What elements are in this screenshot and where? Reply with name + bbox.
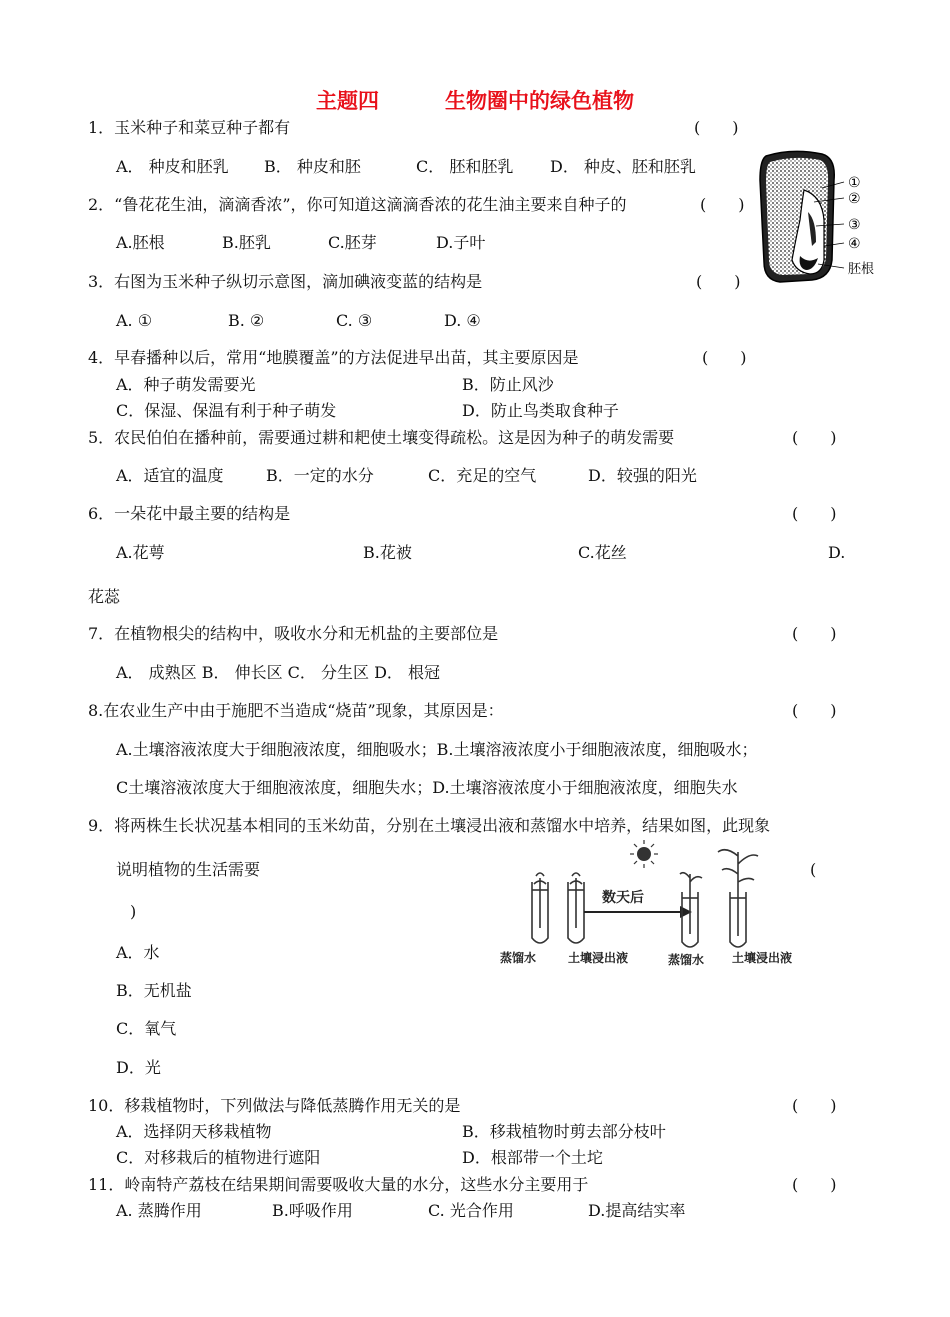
q7-bracket: ( ) (792, 624, 837, 643)
tube-before-soil (568, 873, 584, 943)
q11-option-b: B.呼吸作用 (272, 1201, 353, 1220)
q1-option-a: A． 种皮和胚乳 (116, 157, 229, 176)
q4-option-d: D．防止鸟类取食种子 (462, 401, 619, 420)
q9-stem-continued: 说明植物的生活需要 (116, 860, 261, 879)
title-subject: 生物圈中的绿色植物 (445, 89, 634, 113)
q2-option-d: D.子叶 (436, 233, 486, 252)
title-topic: 主题四 (316, 89, 379, 113)
q3-stem: 3．右图为玉米种子纵切示意图，滴加碘液变蓝的结构是 (88, 272, 483, 291)
seed-label-1: ① (848, 175, 861, 191)
q1-option-c: C． 胚和胚乳 (416, 157, 514, 176)
q4-option-a: A．种子萌发需要光 (116, 375, 256, 394)
tube-label-1: 蒸馏水 (500, 951, 537, 965)
tube-label-3: 蒸馏水 (668, 953, 705, 967)
q6-option-a: A.花萼 (116, 543, 165, 562)
q6-stem: 6．一朵花中最主要的结构是 (88, 504, 291, 523)
q6-option-b: B.花被 (363, 543, 412, 562)
q7-stem: 7．在植物根尖的结构中，吸收水分和无机盐的主要部位是 (88, 624, 499, 643)
q5-bracket: ( ) (792, 428, 837, 447)
q11-option-d: D.提高结实率 (588, 1201, 686, 1220)
q9-bracket-open: ( (810, 860, 817, 879)
q10-bracket: ( ) (792, 1096, 837, 1115)
q8-options-line1: A.土壤溶液浓度大于细胞液浓度，细胞吸水；B.土壤溶液浓度小于细胞液浓度，细胞吸水； (116, 740, 758, 759)
sun-icon (630, 840, 658, 868)
seed-label-4: ④ (848, 236, 861, 252)
q1-bracket: ( ) (694, 118, 739, 137)
tube-before-distilled (532, 873, 548, 943)
q3-option-c: C. ③ (336, 311, 373, 330)
q9-option-d: D．光 (116, 1058, 161, 1077)
q10-option-b: B．移栽植物时剪去部分枝叶 (462, 1122, 666, 1141)
q5-stem: 5．农民伯伯在播种前，需要通过耕和耙使土壤变得疏松。这是因为种子的萌发需要 (88, 428, 675, 447)
q3-option-d: D. ④ (444, 311, 481, 330)
q10-option-d: D．根部带一个土坨 (462, 1148, 603, 1167)
q9-option-c: C．氧气 (116, 1019, 177, 1038)
arrow-days-later (584, 889, 692, 918)
q9-bracket-close: ) (130, 902, 137, 921)
q9-option-a: A．水 (116, 943, 160, 962)
q2-option-a: A.胚根 (116, 233, 165, 252)
q11-option-a: A. 蒸腾作用 (116, 1201, 202, 1220)
q3-option-b: B. ② (228, 311, 265, 330)
q6-option-c: C.花丝 (578, 543, 627, 562)
q5-option-c: C．充足的空气 (428, 466, 537, 485)
q3-option-a: A. ① (116, 311, 153, 330)
q1-option-d: D． 种皮、胚和胚乳 (550, 157, 696, 176)
q6-bracket: ( ) (792, 504, 837, 523)
q11-stem: 11．岭南特产荔枝在结果期间需要吸收大量的水分，这些水分主要用于 (88, 1175, 589, 1194)
q5-option-d: D．较强的阳光 (588, 466, 697, 485)
q6-option-d: D. (828, 543, 846, 562)
q8-bracket: ( ) (792, 701, 837, 720)
q8-options-line2: C土壤溶液浓度大于细胞液浓度，细胞失水；D.土壤溶液浓度小于细胞液浓度，细胞失水 (116, 778, 738, 797)
q4-option-c: C．保湿、保温有利于种子萌发 (116, 401, 337, 420)
tube-label-4: 土壤浸出液 (732, 951, 793, 965)
q10-stem: 10．移栽植物时，下列做法与降低蒸腾作用无关的是 (88, 1096, 461, 1115)
q3-bracket: ( ) (696, 272, 741, 291)
q2-option-b: B.胚乳 (222, 233, 271, 252)
q8-stem: 8.在农业生产中由于施肥不当造成“烧苗”现象，其原因是： (88, 701, 504, 720)
q9-option-b: B．无机盐 (116, 981, 192, 1000)
q6-option-d-text: 花蕊 (88, 587, 121, 606)
q4-option-b: B．防止风沙 (462, 375, 554, 394)
seed-label-root: 胚根 (848, 262, 875, 277)
q5-option-a: A．适宜的温度 (116, 466, 224, 485)
q7-options: A． 成熟区 B． 伸长区 C． 分生区 D． 根冠 (116, 663, 440, 682)
q4-bracket: ( ) (702, 348, 747, 367)
corn-seed-figure (752, 150, 880, 286)
q5-option-b: B．一定的水分 (266, 466, 374, 485)
q11-option-c: C. 光合作用 (428, 1201, 514, 1220)
seed-label-2: ② (848, 191, 861, 207)
q1-option-b: B． 种皮和胚 (264, 157, 361, 176)
q2-option-c: C.胚芽 (328, 233, 377, 252)
seed-label-3: ③ (848, 217, 861, 233)
q2-bracket: ( ) (700, 195, 745, 214)
seedling-tube-figure (496, 838, 816, 968)
q10-option-c: C．对移栽后的植物进行遮阳 (116, 1148, 321, 1167)
q10-option-a: A．选择阴天移栽植物 (116, 1122, 272, 1141)
q11-bracket: ( ) (792, 1175, 837, 1194)
tube-label-2: 土壤浸出液 (568, 951, 629, 965)
q9-stem: 9．将两株生长状况基本相同的玉米幼苗，分别在土壤浸出液和蒸馏水中培养，结果如图，此现象 (88, 816, 771, 835)
q1-stem: 1．玉米种子和菜豆种子都有 (88, 118, 291, 137)
q4-stem: 4．早春播种以后，常用“地膜覆盖”的方法促进早出苗，其主要原因是 (88, 348, 579, 367)
page-title (0, 88, 950, 114)
arrow-label: 数天后 (602, 890, 644, 906)
q2-stem: 2．“鲁花花生油，滴滴香浓”，你可知道这滴滴香浓的花生油主要来自种子的 (88, 195, 627, 214)
tube-after-soil (718, 850, 758, 947)
